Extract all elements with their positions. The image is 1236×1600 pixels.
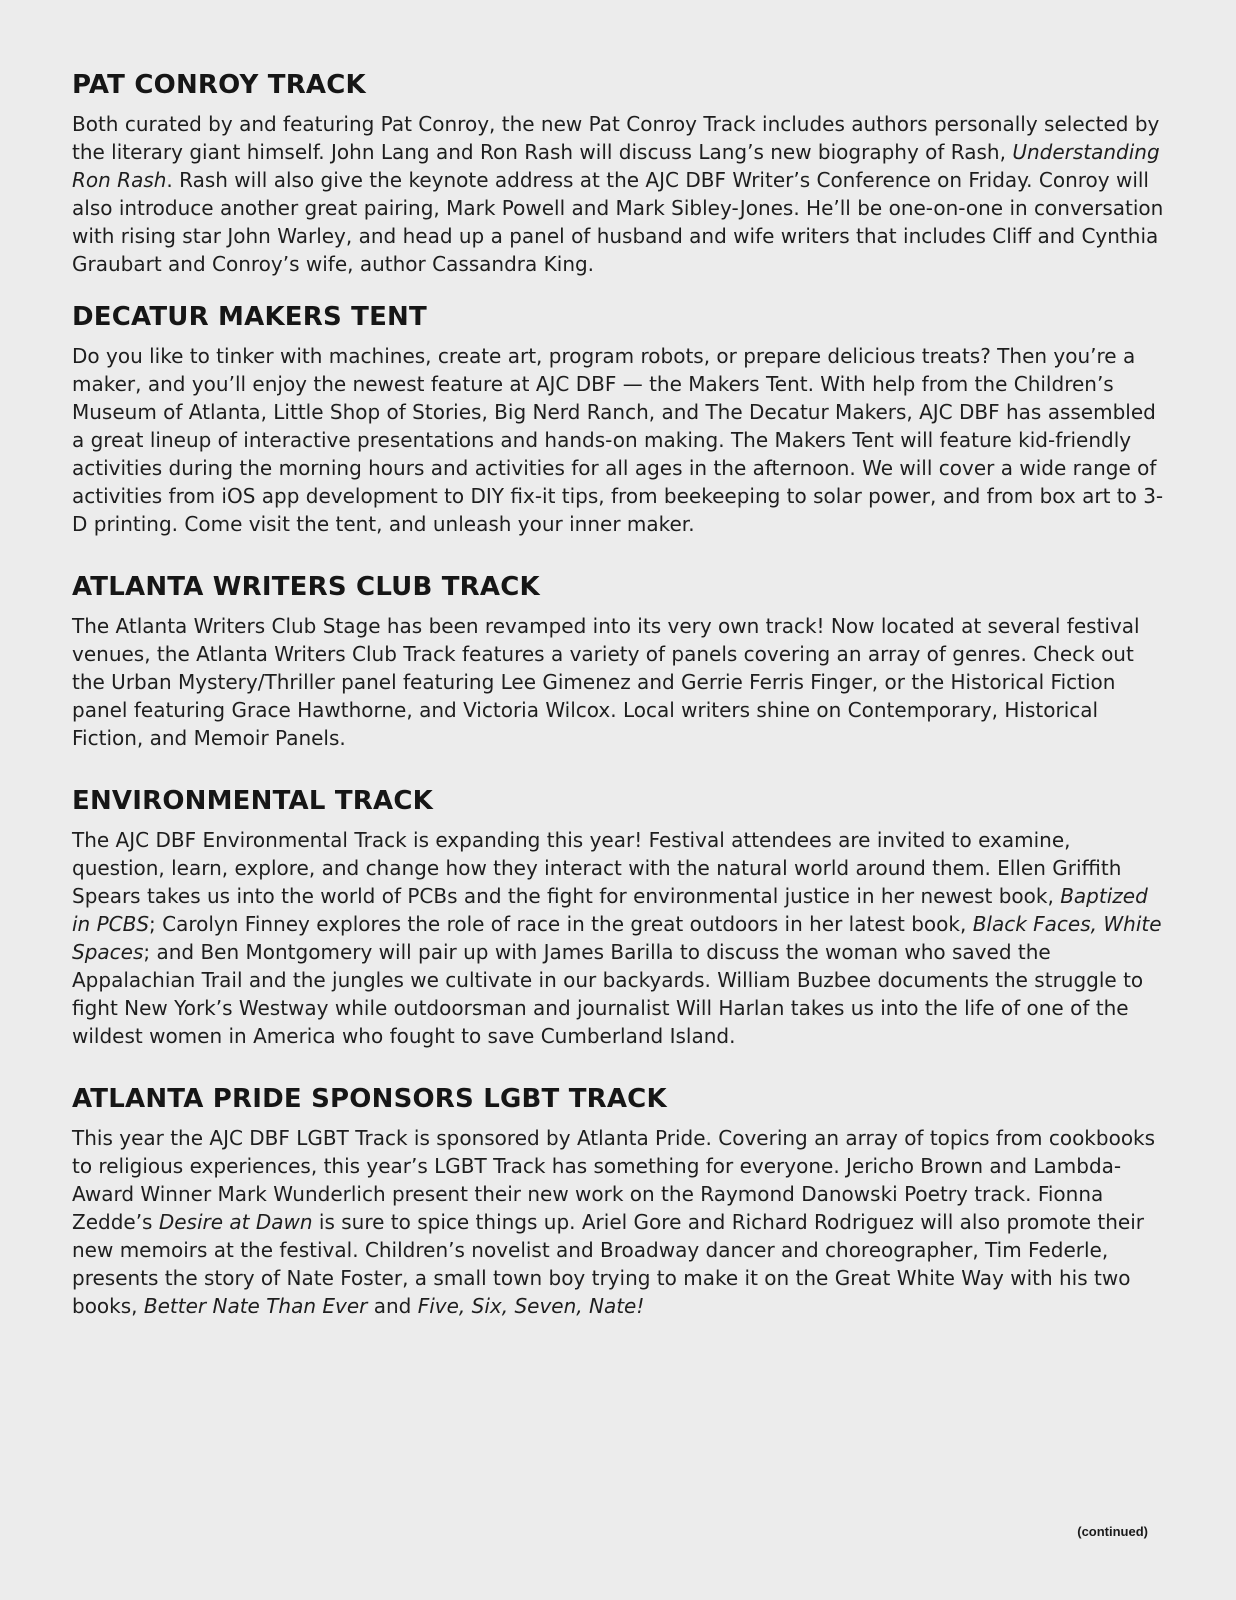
article bbox=[72, 70, 1164, 1320]
section-heading: ATLANTA PRIDE SPONSORS LGBT TRACK bbox=[72, 1084, 667, 1114]
body-text: ; Carolyn Finney explores the role of race in the great outdoors in her latest book, bbox=[149, 912, 973, 936]
section-pat-conroy-track bbox=[72, 70, 1164, 278]
section-heading: DECATUR MAKERS TENT bbox=[72, 302, 427, 332]
book-title: Baptized in PCBS bbox=[72, 884, 1148, 936]
section-body bbox=[72, 110, 1164, 278]
section-atlanta-pride-lgbt-track bbox=[72, 1084, 1164, 1320]
body-text: The AJC DBF Environmental Track is expanding this year! Festival attendees are invited to examine, question, learn, explore, and change how they interact with the natural world around them. Ellen Griffith Spears takes us into the world of PCBs and the fight for environmental justice in her newest book, bbox=[72, 828, 1122, 908]
section-body bbox=[72, 612, 1164, 752]
book-title: Understanding Ron Rash bbox=[72, 140, 1160, 192]
body-text: This year the AJC DBF LGBT Track is sponsored by Atlanta Pride. Covering an array of topics from cookbooks to religious experiences, this year’s LGBT Track has something for everyone. Jericho Brown and Lambda-Award Winner Mark Wunderlich present their new work on the Raymond Danowski Poetry track. Fionna Zedde’s bbox=[72, 1126, 1156, 1234]
book-title: Better Nate Than Ever bbox=[143, 1294, 368, 1318]
body-text: is sure to spice things up. Ariel Gore and Richard Rodriguez will also promote their new memoirs at the festival. Children’s novelist and Broadway dancer and choreographer, Tim Federle, presents the story of Nate Foster, a small town boy trying to make it on the Great White Way with his two books, bbox=[72, 1210, 1145, 1318]
section-body bbox=[72, 1124, 1164, 1320]
section-body bbox=[72, 826, 1164, 1050]
section-heading: ATLANTA WRITERS CLUB TRACK bbox=[72, 572, 540, 602]
body-text: Do you like to tinker with machines, create art, program robots, or prepare delicious treats? Then you’re a maker, and you’ll enjoy the newest feature at AJC DBF — the Makers Tent. With help from the Children’s Museum of Atlanta, Little Shop of Stories, Big Nerd Ranch, and The Decatur Makers, AJC DBF has assembled a great lineup of interactive presentations and hands-on making. The Makers Tent will feature kid-friendly activities during the morning hours and activities for all ages in the afternoon. We will cover a wide range of activities from iOS app development to DIY fix-it tips, from beekeeping to solar power, and from box art to 3-D printing. Come visit the tent, and unleash your inner maker. bbox=[72, 344, 1164, 536]
book-title: Five, Six, Seven, Nate! bbox=[417, 1294, 645, 1318]
book-title: Desire at Dawn bbox=[158, 1210, 313, 1234]
section-body bbox=[72, 342, 1164, 538]
continued-label: (continued) bbox=[1077, 1524, 1148, 1539]
book-title: Black Faces, White Spaces bbox=[72, 912, 1162, 964]
body-text: . Rash will also give the keynote address at the AJC DBF Writer’s Conference on Friday. Conroy will also introduce another great pairing, Mark Powell and Mark Sibley-Jones. He’ll be one-on-one in conversation with rising star John Warley, and head up a panel of husband and wife writers that includes Cliff and Cynthia Graubart and Conroy’s wife, author Cassandra King. bbox=[72, 168, 1164, 276]
section-decatur-makers-tent bbox=[72, 302, 1164, 538]
body-text: The Atlanta Writers Club Stage has been revamped into its very own track! Now located at several festival venues, the Atlanta Writers Club Track features a variety of panels covering an array of genres. Check out the Urban Mystery/Thriller panel featuring Lee Gimenez and Gerrie Ferris Finger, or the Historical Fiction panel featuring Grace Hawthorne, and Victoria Wilcox. Local writers shine on Contemporary, Historical Fiction, and Memoir Panels. bbox=[72, 614, 1140, 750]
body-text: Both curated by and featuring Pat Conroy, the new Pat Conroy Track includes authors personally selected by the literary giant himself. John Lang and Ron Rash will discuss Lang’s new biography of Rash, bbox=[72, 112, 1160, 164]
section-environmental-track bbox=[72, 786, 1164, 1050]
section-heading: PAT CONROY TRACK bbox=[72, 70, 366, 100]
section-atlanta-writers-club-track bbox=[72, 572, 1164, 752]
body-text: ; and Ben Montgomery will pair up with James Barilla to discuss the woman who saved the Appalachian Trail and the jungles we cultivate in our backyards. William Buzbee documents the struggle to fight New York’s Westway while outdoorsman and journalist Will Harlan takes us into the life of one of the wildest women in America who fought to save Cumberland Island. bbox=[72, 940, 1144, 1048]
body-text: and bbox=[367, 1294, 418, 1318]
section-heading: ENVIRONMENTAL TRACK bbox=[72, 786, 433, 816]
